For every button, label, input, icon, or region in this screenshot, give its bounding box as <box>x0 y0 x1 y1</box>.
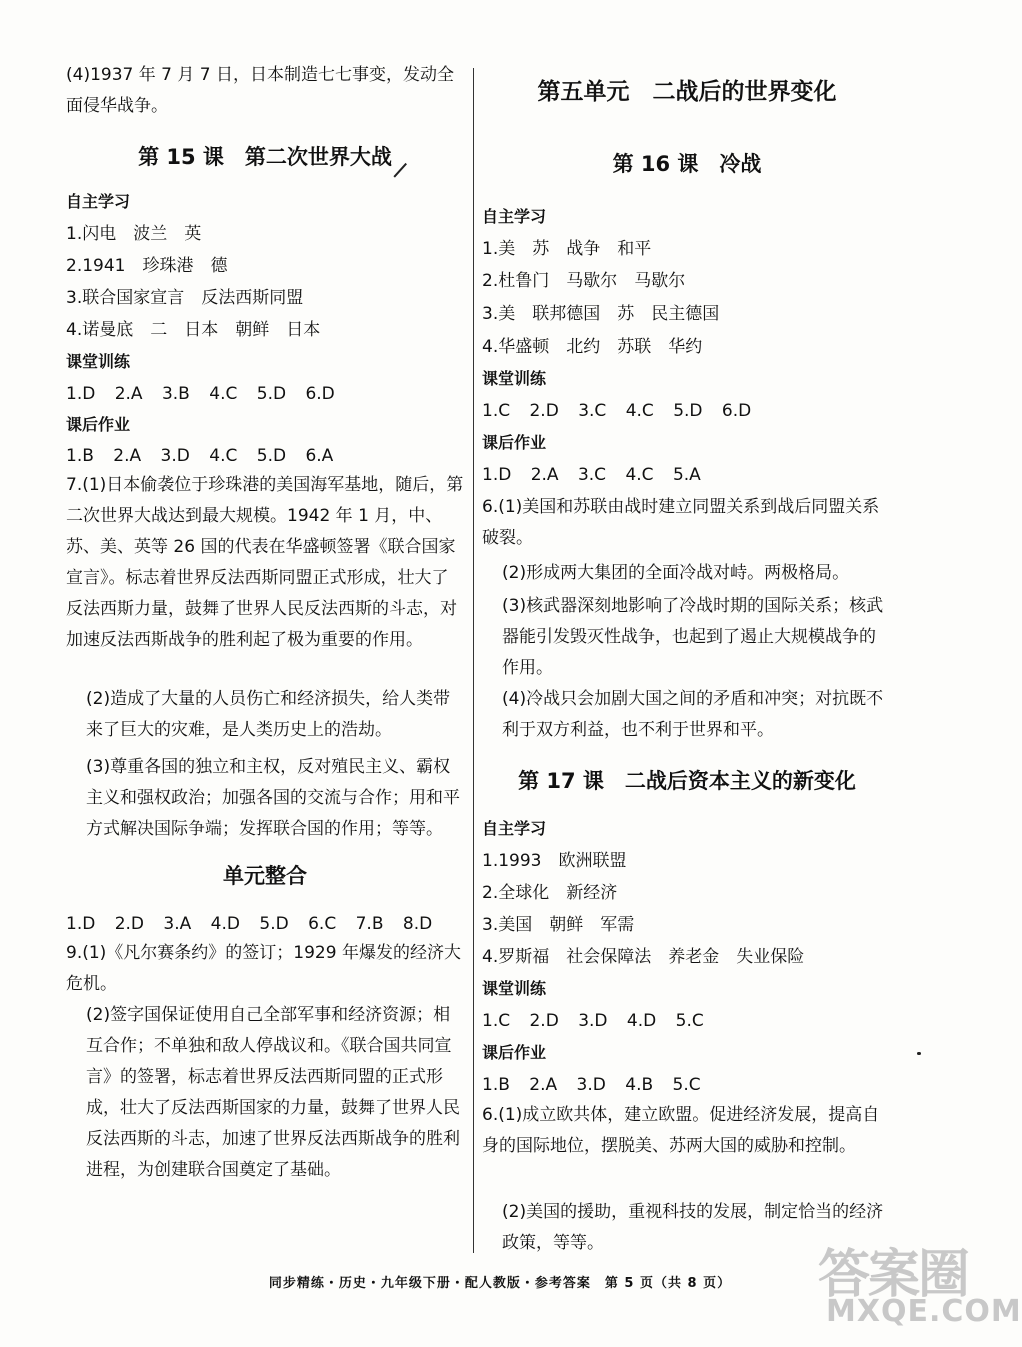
l17-self-study-1: 1.1993 欧洲联盟 <box>482 851 627 871</box>
l17-class-practice-answers: 1.C 2.D 3.D 4.D 5.C <box>482 1011 704 1031</box>
ink-dot <box>917 1052 921 1055</box>
l15-class-practice-answers: 1.D 2.A 3.B 4.C 5.D 6.D <box>66 384 335 404</box>
l17-homework-heading: 课后作业 <box>482 1043 547 1062</box>
l15-self-study-3: 3.联合国家宣言 反法西斯同盟 <box>66 288 304 308</box>
l16-self-study-4: 4.华盛顿 北约 苏联 华约 <box>482 337 703 357</box>
l16-homework-heading: 课后作业 <box>482 433 547 452</box>
l15-homework-heading: 课后作业 <box>66 415 131 434</box>
l17-q6-part1: 6.(1)成立欧共体，建立欧盟。促进经济发展，提高自身的国际地位，摆脱美、苏两大国的威胁和控制。 <box>482 1105 880 1156</box>
watermark-logo <box>818 1232 1022 1336</box>
l15-q7-part2: (2)造成了大量的人员伤亡和经济损失，给人类带来了巨大的灾难，是人类历史上的浩劫。 <box>86 689 451 740</box>
lesson-16-title: 第 16 课 冷战 <box>612 152 762 176</box>
l15-class-practice-heading: 课堂训练 <box>66 352 131 371</box>
l16-q6-part1: 6.(1)美国和苏联由战时建立同盟关系到战后同盟关系破裂。 <box>482 497 880 548</box>
l16-class-practice-answers: 1.C 2.D 3.C 4.C 5.D 6.D <box>482 401 752 421</box>
l15-self-study-1: 1.闪电 波兰 英 <box>66 224 202 244</box>
unit-5-title: 第五单元 二战后的世界变化 <box>537 79 837 105</box>
lesson-15-title: 第 15 课 第二次世界大战 <box>138 145 392 169</box>
l15-q7-part3: (3)尊重各国的独立和主权，反对殖民主义、霸权主义和强权政治；加强各国的交流与合作；用和平方式解决国际争端；发挥联合国的作用；等等。 <box>86 757 460 839</box>
unit-review-q9-part1: 9.(1)《凡尔赛条约》的签订；1929 年爆发的经济大危机。 <box>66 943 461 994</box>
l16-q6-part4: (4)冷战只会加剧大国之间的矛盾和冲突；对抗既不利于双方利益，也不利于世界和平。 <box>502 689 884 740</box>
l17-q6-part2: (2)美国的援助，重视科技的发展，制定恰当的经济政策，等等。 <box>502 1202 884 1253</box>
l15-q7-part1: 7.(1)日本偷袭位于珍珠港的美国海军基地，随后，第二次世界大战达到最大规模。1942 年 1 月，中、苏、美、英等 26 国的代表在华盛顿签署《联合国家宣言》。标志着世界反法西斯同盟正式形成，壮大了反法西斯力量，鼓舞了世界人民反法西斯的斗志，对加速反法西斯战争的胜利起了极为重要的作用。 <box>66 475 464 650</box>
l16-self-study-2: 2.杜鲁门 马歇尔 马歇尔 <box>482 271 686 291</box>
l16-class-practice-heading: 课堂训练 <box>482 369 547 388</box>
page-footer: 同步精练・历史・九年级下册・配人教版・参考答案 第 5 页（共 8 页） <box>268 1276 732 1291</box>
watermark-url: MXQE.COM <box>826 1294 1022 1329</box>
l17-homework-answers: 1.B 2.A 3.D 4.B 5.C <box>482 1075 701 1095</box>
intro-line-2: 面侵华战争。 <box>66 96 168 116</box>
l17-self-study-heading: 自主学习 <box>482 819 547 838</box>
l16-q6-part2: (2)形成两大集团的全面冷战对峙。两极格局。 <box>502 563 850 583</box>
l17-class-practice-heading: 课堂训练 <box>482 979 547 998</box>
unit-review-q9-part2: (2)签字国保证使用自己全部军事和经济资源；相互合作；不单独和敌人停战议和。《联合国共同宣言》的签署，标志着世界反法西斯同盟的正式形成，壮大了反法西斯国家的力量，鼓舞了世界人民反法西斯的斗志，加速了世界反法西斯战争的胜利进程，为创建联合国奠定了基础。 <box>86 1005 460 1180</box>
l15-self-study-2: 2.1941 珍珠港 德 <box>66 256 228 276</box>
unit-review-title: 单元整合 <box>223 864 307 888</box>
column-divider <box>473 68 474 1253</box>
intro-line-1: (4)1937 年 7 月 7 日，日本制造七七事变，发动全 <box>66 65 454 85</box>
l16-self-study-heading: 自主学习 <box>482 207 547 226</box>
lesson-17-title: 第 17 课 二战后资本主义的新变化 <box>518 769 856 793</box>
l17-self-study-3: 3.美国 朝鲜 军需 <box>482 915 635 935</box>
l16-q6-part3: (3)核武器深刻地影响了冷战时期的国际关系；核武器能引发毁灭性战争，也起到了遏止大规模战争的作用。 <box>502 596 884 678</box>
l17-self-study-4: 4.罗斯福 社会保障法 养老金 失业保险 <box>482 947 805 967</box>
unit-review-mc-answers: 1.D 2.D 3.A 4.D 5.D 6.C 7.B 8.D <box>66 914 433 934</box>
l16-self-study-1: 1.美 苏 战争 和平 <box>482 239 652 259</box>
l17-self-study-2: 2.全球化 新经济 <box>482 883 618 903</box>
l16-homework-answers: 1.D 2.A 3.C 4.C 5.A <box>482 465 701 485</box>
l16-self-study-3: 3.美 联邦德国 苏 民主德国 <box>482 304 720 324</box>
watermark-glyphs: 答案圈 <box>818 1244 969 1305</box>
l15-homework-answers: 1.B 2.A 3.D 4.C 5.D 6.A <box>66 446 334 466</box>
l15-self-study-4: 4.诺曼底 二 日本 朝鲜 日本 <box>66 320 321 340</box>
l15-self-study-heading: 自主学习 <box>66 192 131 211</box>
